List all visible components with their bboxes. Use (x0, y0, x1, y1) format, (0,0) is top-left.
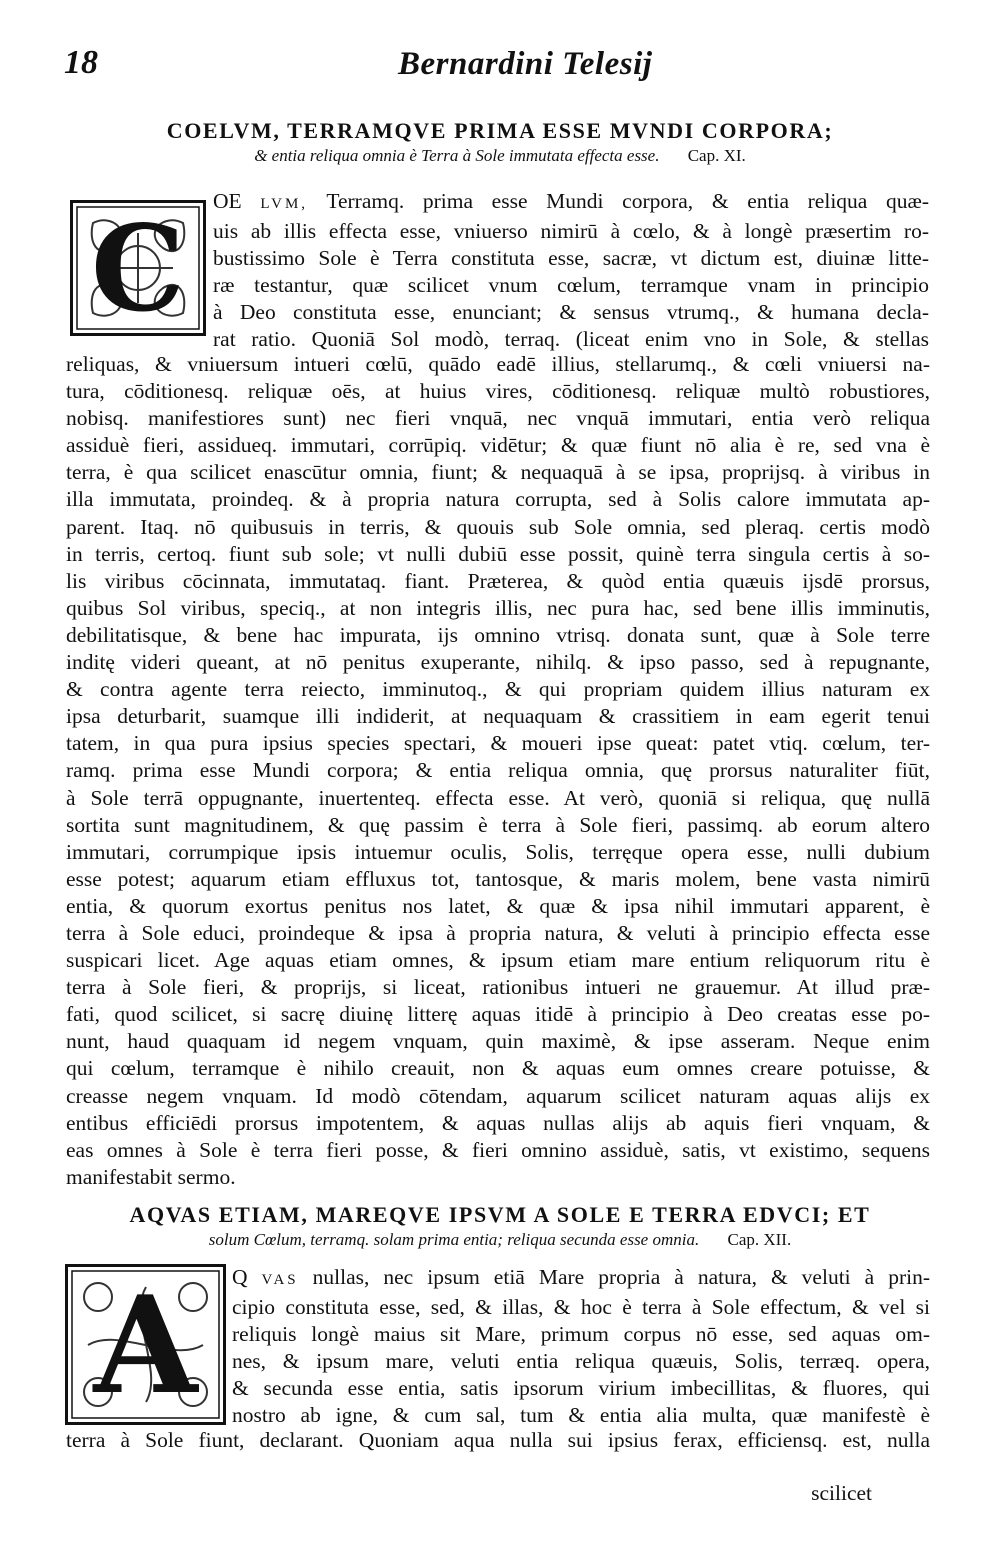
text-line: creasse negem vnquam. Id modò cōtendam, aquarum scilicet naturam aquas alijs ex (66, 1083, 930, 1108)
chapter-11-body-indented (213, 188, 929, 354)
chapter-12-body-indented (232, 1264, 930, 1430)
chapter-11-cap: Cap. XI. (687, 146, 746, 165)
text-line: nostro ab igne, & cum sal, tum & entia alia multa, quæ manifestè è (232, 1403, 930, 1428)
chapter-11-subtitle-text: & entia reliqua omnia è Terra à Sole immutata effecta esse. (254, 146, 660, 165)
initial-letter: A (93, 1265, 198, 1424)
text-line: tura, cōditionesq. reliquæ oēs, at huius vires, cōditionesq. reliquæ multò robustiores, (66, 379, 930, 404)
chapter-12-cap: Cap. XII. (727, 1230, 792, 1249)
text-line: sortita sunt magnitudinem, & quę passim è terra à Sole fieri, passimq. ab eorum altero (66, 812, 930, 837)
text-line: lis viribus cōcinnata, immutataq. fiant. Præterea, & quòd entia quæuis ijsdē prorsus, (66, 568, 930, 593)
text-line: fati, quod scilicet, si sacrę diuinę litterę aquas itidē à principio à Deo creatas esse po- (66, 1002, 930, 1027)
decorated-initial-a (65, 1264, 226, 1425)
text-line: reliquas, & vniuersum intueri cœlū, quādo eadē illius, stellarumq., & cœli vniuersi na- (66, 352, 930, 376)
text-line (232, 1264, 930, 1294)
chapter-11-title: COELVM, TERRAMQVE PRIMA ESSE MVNDI CORPORA; (166, 118, 834, 143)
text-line: & contra agente terra reiecto, imminutoq., & qui propriam quidem illius naturam ex (66, 677, 930, 702)
lead-word-smallcaps: LVM, (260, 196, 309, 212)
chapter-12-heading (60, 1202, 940, 1250)
text-line: bustissimo Sole è Terra constituta esse, sacræ, vt dictum est, diuinæ litte- (213, 246, 929, 271)
text-line: inditę videri queant, at nō penitus exuperante, nihilq. & ipso passo, sed à repugnante, (66, 650, 930, 675)
chapter-11-subtitle (60, 146, 940, 166)
text-line: à Sole terrā oppugnante, inuertenteq. effecta esse. At verò, quoniā si reliqua, quę nullā (66, 785, 930, 810)
chapter-12-body (66, 1427, 930, 1454)
text-line: esse potest; aquarum etiam effluxus tot, tantosque, & maris molem, bene vasta nimirū (66, 866, 930, 891)
text-line: eas omnes à Sole è terra fieri posse, & fieri omnino assiduè, satis, vt existimo, sequens (66, 1137, 930, 1162)
lead-word: OE (213, 189, 242, 213)
text-line: terra, è qua scilicet enascūtur omnia, fiunt; & nequaquā à se ipsa, proprijsq. à viribus in (66, 460, 930, 485)
text-line: rat ratio. Quoniā Sol modò, terraq. (liceat enim vno in Sole, & stellas (213, 327, 929, 352)
text-line: immutari, corrumpique ipsis intuemur oculis, Solis, terręque opera esse, nulli dubium (66, 839, 930, 864)
text-line: entia, & quorum exortus penitus nos latet, & quæ & ipsa nihil immutari apparent, è (66, 893, 930, 918)
decorated-initial-c (70, 200, 206, 336)
lead-word-smallcaps: VAS (261, 1272, 299, 1288)
chapter-11-heading (60, 118, 940, 166)
text-line: à Deo constituta esse, enunciant; & sensus vtrumq., & humana decla- (213, 300, 929, 325)
text-line: quibus Sol viribus, speciq., at non integris illis, nec pura hac, sed bene illis imminutis, (66, 595, 930, 620)
chapter-12-subtitle-text: solum Cœlum, terramq. solam prima entia; reliqua secunda esse omnia. (208, 1230, 700, 1249)
text-line (213, 188, 929, 218)
text-line: manifestabit sermo. (66, 1164, 236, 1189)
text-line: in terris, certoq. fiunt sub sole; vt nulli dubiū esse possit, quinè terra singula certis à so- (66, 541, 930, 566)
text-line: cipio constituta esse, sed, & illas, & hoc è terra à Sole effectum, & vel si (232, 1295, 930, 1320)
text-line: ræ testantur, quæ scilicet vnum cœlum, terramque vnam in principio (213, 273, 929, 298)
chapter-12-title: AQVAS ETIAM, MAREQVE IPSVM A SOLE E TERRA EDVCI; ET (129, 1202, 871, 1227)
text-line: & secunda esse entia, satis ipsorum virium imbecillitas, & fluores, qui (232, 1376, 930, 1401)
text-line: uis ab illis effecta esse, vniuerso nimirū à cœlo, & à longè præsertim ro- (213, 219, 929, 244)
chapter-11-body (66, 351, 930, 1191)
text-line: nobisq. manifestiores sunt) nec fieri vnquā, nec vnquā immutari, entia verò reliqua (66, 406, 930, 431)
running-head (64, 44, 924, 88)
text-line: nes, & ipsum mare, veluti entia reliqua quæuis, Solis, terræq. opera, (232, 1349, 930, 1374)
chapter-12-subtitle (60, 1230, 940, 1250)
text-line: assiduè fieri, assidueq. immutari, corrūpiq. vidētur; & quæ fiunt nō alia è re, sed vna è (66, 433, 930, 458)
running-title: Bernardini Telesij (398, 46, 653, 82)
page-number: 18 (64, 44, 98, 81)
initial-letter: C (91, 198, 185, 338)
text-line: illa immutata, proindeq. & à propria natura corrupta, sed à Solis calore immutata ap- (66, 487, 930, 512)
text-line: tatem, in qua pura ipsius species spectari, & moueri ipse queat: patet vtiq. cœlum, ter- (66, 731, 930, 756)
text-line: ipsa deturbarit, suamque illi indiderit, at nequaquam & crassitiem in eam egerit tenui (66, 704, 930, 729)
catchword: scilicet (811, 1481, 872, 1505)
lead-word: Q (232, 1265, 248, 1289)
text-line: parent. Itaq. nō quibusuis in terris, & quouis sub Sole omnia, sed pleraq. certis modò (66, 514, 930, 539)
text-line: ramq. prima esse Mundi corpora; & entia reliqua omnia, quę prorsus naturaliter fiūt, (66, 758, 930, 783)
text-line: entibus efficiēdi prorsus impotentem, & aquas nullas alijs ab aquis fieri vnquam, & (66, 1110, 930, 1135)
text-line: nunt, haud quaquam id negem vnquam, quin maximè, & ipse asseram. Neque enim (66, 1029, 930, 1054)
text-line: terra à Sole fiunt, declarant. Quoniam aqua nulla sui ipsius ferax, efficiensq. est, nulla (66, 1428, 930, 1452)
text-line: terra à Sole fieri, & proprijs, si liceat, rationibus intueri ne grauemur. At illud præ- (66, 975, 930, 1000)
text-line: qui cœlum, terramque è nihilo creauit, non & aquas eum omnes creare potuisse, & (66, 1056, 930, 1081)
text-line: terra à Sole educi, proindeque & ipsa à propria natura, & veluti à principio effecta esse (66, 920, 930, 945)
text-line: suspicari licet. Age aquas etiam omnes, & ipsum etiam mare entium reliquorum ritu è (66, 948, 930, 973)
text-line: reliquis longè maius sit Mare, primum corpus nō esse, sed aquas om- (232, 1322, 930, 1347)
text-line-content: Terramq. prima esse Mundi corpora, & entia reliqua quæ- (326, 189, 929, 213)
text-line-content: nullas, nec ipsum etiā Mare propria à natura, & veluti à prin- (312, 1265, 931, 1289)
text-line: debilitatisque, & bene hac impurata, ijs omnino vtrisq. donata sunt, quæ à Sole terre (66, 622, 930, 647)
